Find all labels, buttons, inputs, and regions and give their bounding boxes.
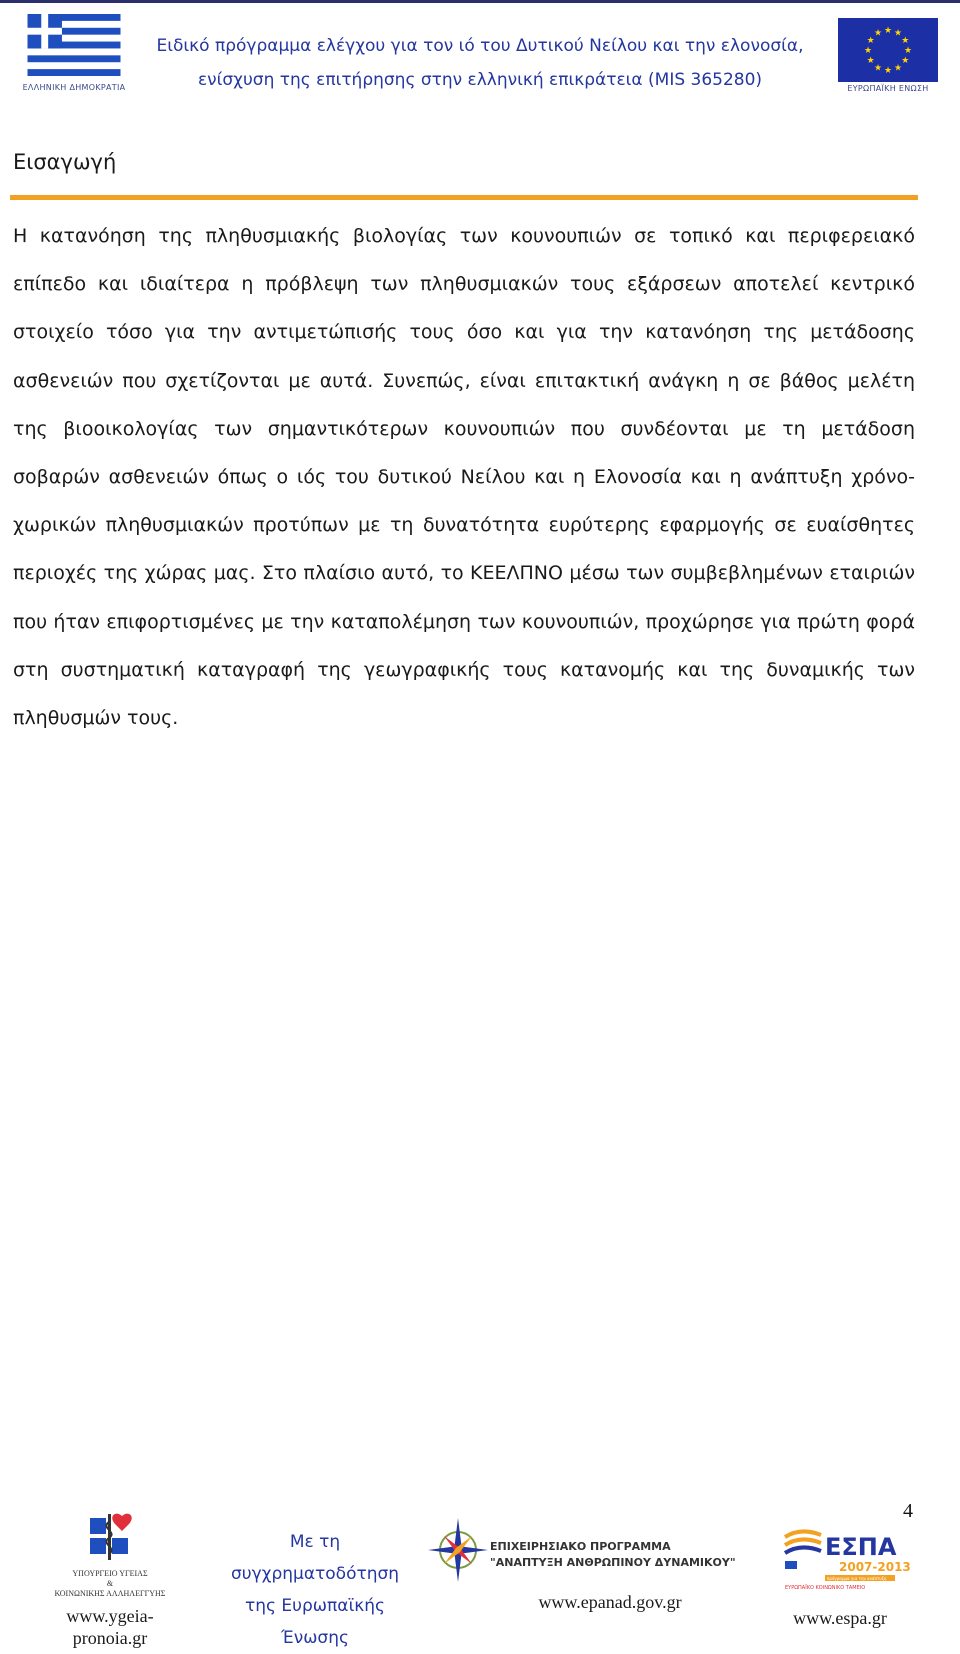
ministry-caption-line2: & xyxy=(106,1579,114,1588)
operational-programme-logo xyxy=(430,1510,750,1612)
eu-flag-icon xyxy=(838,18,938,82)
top-border-line xyxy=(0,0,960,3)
cofund-line2: συγχρηματοδότηση xyxy=(230,1564,400,1584)
ministry-caduceus-icon xyxy=(82,1512,138,1562)
ministry-caption-line1: ΥΠΟΥΡΓΕΙΟ ΥΓΕΙΑΣ xyxy=(72,1569,148,1578)
compass-rose-icon xyxy=(430,1510,750,1590)
espa-logo-text: ΕΣΠΑ xyxy=(825,1533,897,1561)
title-underline-rule xyxy=(10,195,918,200)
eu-star-icon: ★ xyxy=(901,55,910,65)
ministry-url-line1: www.ygeia- xyxy=(66,1606,154,1626)
greek-flag-logo xyxy=(14,14,134,92)
eu-flag-caption: ΕΥΡΩΠΑΪΚΗ ΕΝΩΣΗ xyxy=(847,84,929,93)
page-number: 4 xyxy=(903,1500,913,1522)
greek-flag-caption: ΕΛΛΗΝΙΚΗ ΔΗΜΟΚΡΑΤΙΑ xyxy=(22,83,126,92)
header-program-title-line2: ενίσχυση της επιτήρησης στην ελληνική επικράτεια (MIS 365280) xyxy=(197,70,763,90)
espa-years: 2007-2013 xyxy=(839,1560,911,1574)
programme-url: www.epanad.gov.gr xyxy=(538,1592,682,1612)
eu-star-icon: ★ xyxy=(883,65,893,75)
eu-star-icon: ★ xyxy=(873,27,883,38)
espa-logo-icon xyxy=(781,1525,911,1591)
ministry-caption-line3: ΚΟΙΝΩΝΙΚΗΣ ΑΛΛΗΛΕΓΓΥΗΣ xyxy=(54,1589,166,1598)
eu-star-icon: ★ xyxy=(893,27,903,38)
body-paragraph: Η κατανόηση της πληθυσμιακής βιολογίας των κουνουπιών σε τοπικό και περιφερειακό επίπεδο και ιδιαίτερα η πρόβλεψη των πληθυσμιακών τους εξάρσεων αποτελεί κεντρικό στοιχείο τόσο για την αντιμετώπισής τους όσο και για την κατανόηση της μετάδοσης ασθενειών που σχετίζονται με αυτά. Συνεπώς, είναι επιτακτική ανάγκη η σε βάθος μελέτη της βιοοικολογίας των σημαντικότερων κουνουπιών που συνδέονται με τη μετάδοση σοβαρών ασθενειών όπως ο ιός του δυτικού Νείλου και η Ελονοσία και η ανάπτυξη χρόνο-χωρικών πληθυσμιακών προτύπων με τη δυνατότητα ευρύτερης εφαρμογής σε ευαίσθητες περιοχές της χώρας μας. Στο πλαίσιο αυτό, το ΚΕΕΛΠΝΟ μέσω των συμβεβλημένων εταιριών που ήταν επιφορτισμένες με την καταπολέμηση των κουνουπιών, προχώρησε για πρώτη φορά στη συστηματική καταγραφή της γεωγραφικής τους κατανομής και της δυναμικής των πληθυσμών τους. xyxy=(13,225,915,730)
espa-logo-block xyxy=(775,1525,911,1629)
eu-star-icon: ★ xyxy=(903,45,913,55)
cofund-line1: Με τη xyxy=(289,1532,341,1552)
header-program-title-line1: Ειδικό πρόγραμμα ελέγχου για τον ιό του Δυτικού Νείλου και την ελονοσία, xyxy=(156,36,804,56)
eu-star-icon: ★ xyxy=(883,25,893,35)
cofunding-note xyxy=(220,1526,410,1654)
eu-flag-logo xyxy=(836,18,940,93)
eu-star-icon: ★ xyxy=(893,62,903,73)
programme-title-line1: ΕΠΙΧΕΙΡΗΣΙΑΚΟ ΠΡΟΓΡΑΜΜΑ xyxy=(490,1540,671,1553)
eu-star-icon: ★ xyxy=(901,35,910,45)
programme-title-line2: "ΑΝΑΠΤΥΞΗ ΑΝΘΡΩΠΙΝΟΥ ΔΥΝΑΜΙΚΟΥ" xyxy=(490,1556,736,1569)
eu-star-icon: ★ xyxy=(866,35,875,45)
cofund-line3: της Ευρωπαϊκής xyxy=(245,1596,385,1616)
ministry-logo-block xyxy=(40,1512,180,1649)
espa-url: www.espa.gr xyxy=(793,1608,887,1628)
eu-star-icon: ★ xyxy=(873,62,883,73)
cofund-line4: Ένωσης xyxy=(281,1628,349,1648)
section-title: Εισαγωγή xyxy=(13,150,117,174)
ministry-url-line2: pronoia.gr xyxy=(72,1628,148,1648)
eu-star-icon: ★ xyxy=(866,55,875,65)
espa-fund-caption: ΕΥΡΩΠΑΪΚΟ ΚΟΙΝΩΝΙΚΟ ΤΑΜΕΙΟ xyxy=(785,1585,866,1591)
espa-tagline: πρόγραμμα για την ανάπτυξη xyxy=(827,1576,887,1581)
greek-flag-icon xyxy=(16,14,132,76)
eu-star-icon: ★ xyxy=(863,45,873,55)
